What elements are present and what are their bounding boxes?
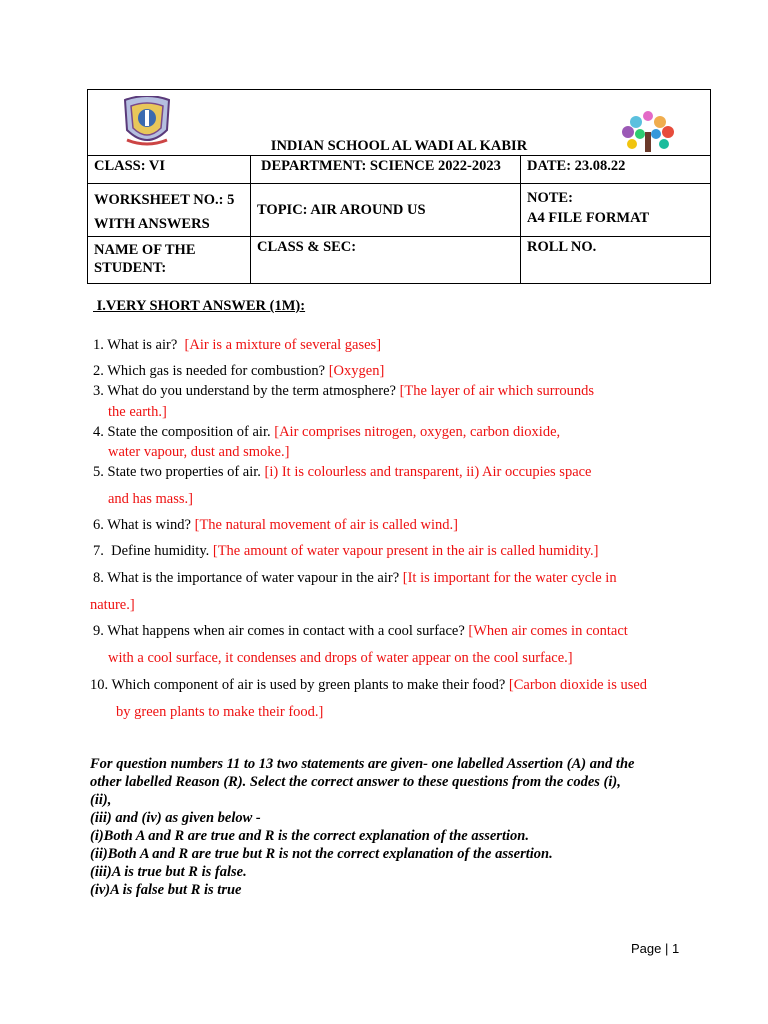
question-text: 3. What do you understand by the term atmosphere? (93, 383, 400, 399)
answer-continuation: water vapour, dust and smoke.] (108, 444, 290, 460)
question-4 (93, 424, 560, 441)
answer-text: [i) It is colourless and transparent, ii) Air occupies space (264, 464, 592, 480)
question-text: 6. What is wind? (93, 517, 195, 533)
question-text: 10. Which component of air is used by green plants to make their food? (90, 677, 509, 693)
answer-continuation: and has mass.] (108, 491, 193, 507)
roll-no-label: ROLL NO. (527, 239, 597, 255)
option-ii: (ii)Both A and R are true but R is not the correct explanation of the assertion. (90, 846, 553, 862)
instruction-line: (iii) and (iv) as given below - (90, 810, 261, 826)
note-cell (521, 184, 711, 237)
question-7 (93, 543, 598, 560)
answer-text: [The natural movement of air is called wind.] (194, 517, 458, 533)
answer-continuation: the earth.] (108, 404, 167, 420)
school-name: INDIAN SCHOOL AL WADI AL KABIR (270, 138, 528, 154)
instruction-line: For question numbers 11 to 13 two statements are given- one labelled Assertion (A) and the (90, 756, 635, 772)
worksheet-cell (88, 184, 251, 237)
class-sec-cell (251, 237, 521, 284)
date-cell (521, 156, 711, 184)
question-text: 4. State the composition of air. (93, 424, 275, 440)
answer-text: [It is important for the water cycle in (402, 570, 617, 586)
section-title: I.VERY SHORT ANSWER (1M): (93, 298, 306, 314)
page-number: Page | 1 (631, 941, 680, 956)
topic-cell (251, 184, 521, 237)
answer-text: [When air comes in contact (468, 623, 628, 639)
class-sec-label: CLASS & SEC: (257, 239, 357, 255)
option-i: (i)Both A and R are true and R is the correct explanation of the assertion. (90, 828, 529, 844)
question-6 (93, 517, 458, 534)
answer-continuation: with a cool surface, it condenses and drops of water appear on the cool surface.] (108, 650, 573, 666)
question-text: 1. What is air? (93, 337, 185, 353)
instruction-line: other labelled Reason (R). Select the correct answer to these questions from the codes (i), (90, 774, 621, 790)
department-label: DEPARTMENT: SCIENCE 2022-2023 (261, 158, 501, 174)
header-table (87, 89, 711, 284)
answer-text: [Air is a mixture of several gases] (184, 337, 382, 353)
answer-continuation: by green plants to make their food.] (116, 704, 324, 720)
question-text: 8. What is the importance of water vapour in the air? (93, 570, 403, 586)
student-name-cell (88, 237, 251, 284)
question-3 (93, 383, 594, 400)
option-iii: (iii)A is true but R is false. (90, 864, 247, 880)
question-text: 9. What happens when air comes in contact with a cool surface? (93, 623, 469, 639)
worksheet-number: WORKSHEET NO.: 5 (94, 192, 235, 208)
department-cell (251, 156, 521, 184)
question-5 (93, 464, 592, 481)
question-text: 7. Define humidity. (93, 543, 213, 559)
question-2 (93, 363, 384, 380)
instruction-line: (ii), (90, 792, 112, 808)
question-text: 5. State two properties of air. (93, 464, 265, 480)
answer-text: [The amount of water vapour present in the air is called humidity.] (212, 543, 599, 559)
date-label: DATE: 23.08.22 (527, 158, 626, 174)
option-iv: (iv)A is false but R is true (90, 882, 242, 898)
question-8 (93, 570, 617, 587)
question-1 (93, 337, 381, 354)
note-value: A4 FILE FORMAT (527, 210, 650, 226)
question-10 (90, 677, 647, 694)
roll-no-cell (521, 237, 711, 284)
worksheet-with-answers: WITH ANSWERS (94, 216, 210, 232)
question-text: 2. Which gas is needed for combustion? (93, 363, 329, 379)
question-9 (93, 623, 628, 640)
class-cell (88, 156, 251, 184)
student-name-label-line2: STUDENT: (94, 260, 167, 276)
topic-label: TOPIC: AIR AROUND US (257, 201, 426, 218)
tree-logo (620, 110, 676, 159)
student-name-label-line1: NAME OF THE (94, 242, 196, 258)
answer-continuation: nature.] (90, 597, 135, 613)
class-label: CLASS: VI (94, 158, 166, 174)
answer-text: [Air comprises nitrogen, oxygen, carbon dioxide, (274, 424, 561, 440)
answer-text: [The layer of air which surrounds (399, 383, 595, 399)
answer-text: [Carbon dioxide is used (508, 677, 648, 693)
answer-text: [Oxygen] (328, 363, 385, 379)
note-label: NOTE: (527, 190, 573, 206)
